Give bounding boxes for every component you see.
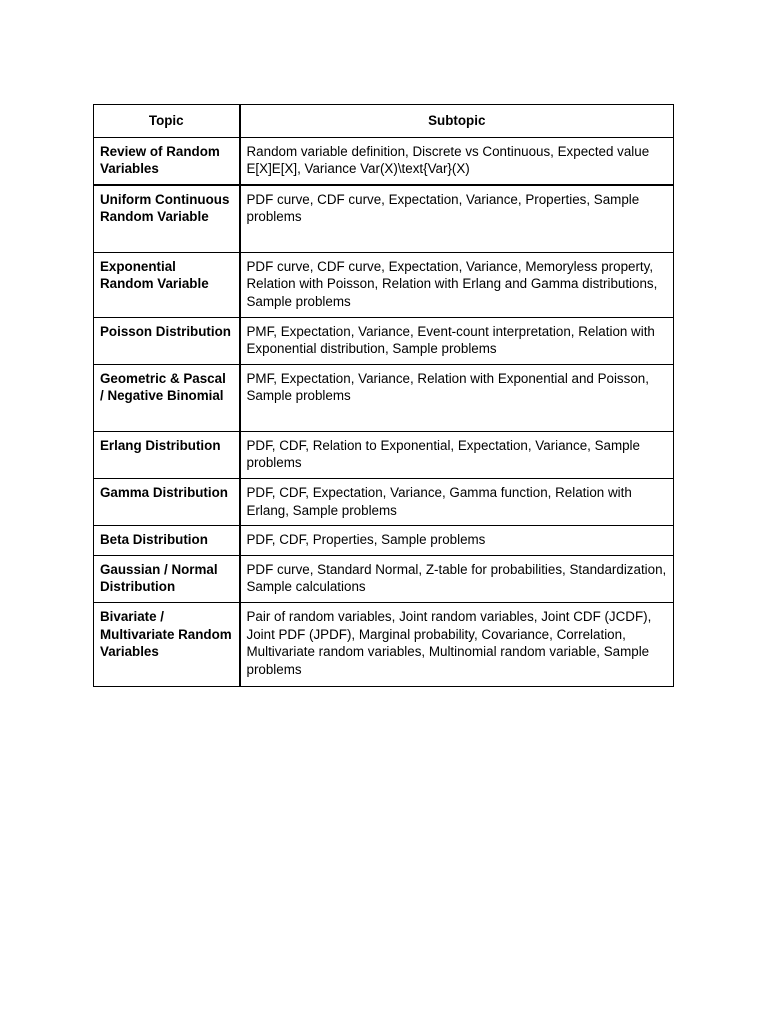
table-row xyxy=(94,317,674,364)
table-row xyxy=(94,478,674,525)
subtopic-cell: PDF curve, CDF curve, Expectation, Variance, Memoryless property, Relation with Poisson, Relation with Erlang and Gamma distributions, Sample problems xyxy=(240,252,674,317)
topic-cell: Gaussian / Normal Distribution xyxy=(94,555,240,602)
table-header-row xyxy=(94,105,674,138)
subtopic-column-header: Subtopic xyxy=(240,105,674,138)
table-row xyxy=(94,137,674,185)
subtopic-cell: PDF curve, CDF curve, Expectation, Variance, Properties, Sample problems xyxy=(240,185,674,253)
topic-cell: Uniform Continuous Random Variable xyxy=(94,185,240,253)
table-row xyxy=(94,431,674,478)
table-row xyxy=(94,252,674,317)
subtopic-cell: PDF, CDF, Expectation, Variance, Gamma function, Relation with Erlang, Sample problems xyxy=(240,478,674,525)
topic-cell: Bivariate / Multivariate Random Variables xyxy=(94,602,240,686)
subtopic-cell: Pair of random variables, Joint random variables, Joint CDF (JCDF), Joint PDF (JPDF), Marginal probability, Covariance, Correlation, Multivariate random variables, Multinomial random variable, Sample problems xyxy=(240,602,674,686)
table-row xyxy=(94,364,674,431)
subtopic-cell: PMF, Expectation, Variance, Relation with Exponential and Poisson, Sample problems xyxy=(240,364,674,431)
topic-cell: Review of Random Variables xyxy=(94,137,240,185)
topic-cell: Gamma Distribution xyxy=(94,478,240,525)
table-row xyxy=(94,602,674,686)
table-row xyxy=(94,555,674,602)
topic-cell: Poisson Distribution xyxy=(94,317,240,364)
subtopic-cell: Random variable definition, Discrete vs Continuous, Expected value E[X]E[X], Variance Var(X)\text{Var}(X) xyxy=(240,137,674,185)
subtopic-cell: PDF curve, Standard Normal, Z-table for probabilities, Standardization, Sample calculations xyxy=(240,555,674,602)
syllabus-table xyxy=(93,104,674,687)
table-row xyxy=(94,185,674,253)
topic-cell: Exponential Random Variable xyxy=(94,252,240,317)
subtopic-cell: PMF, Expectation, Variance, Event-count interpretation, Relation with Exponential distribution, Sample problems xyxy=(240,317,674,364)
topic-column-header: Topic xyxy=(94,105,240,138)
table-row xyxy=(94,526,674,556)
subtopic-cell: PDF, CDF, Properties, Sample problems xyxy=(240,526,674,556)
topic-cell: Geometric & Pascal / Negative Binomial xyxy=(94,364,240,431)
topic-cell: Beta Distribution xyxy=(94,526,240,556)
subtopic-cell: PDF, CDF, Relation to Exponential, Expectation, Variance, Sample problems xyxy=(240,431,674,478)
topic-cell: Erlang Distribution xyxy=(94,431,240,478)
